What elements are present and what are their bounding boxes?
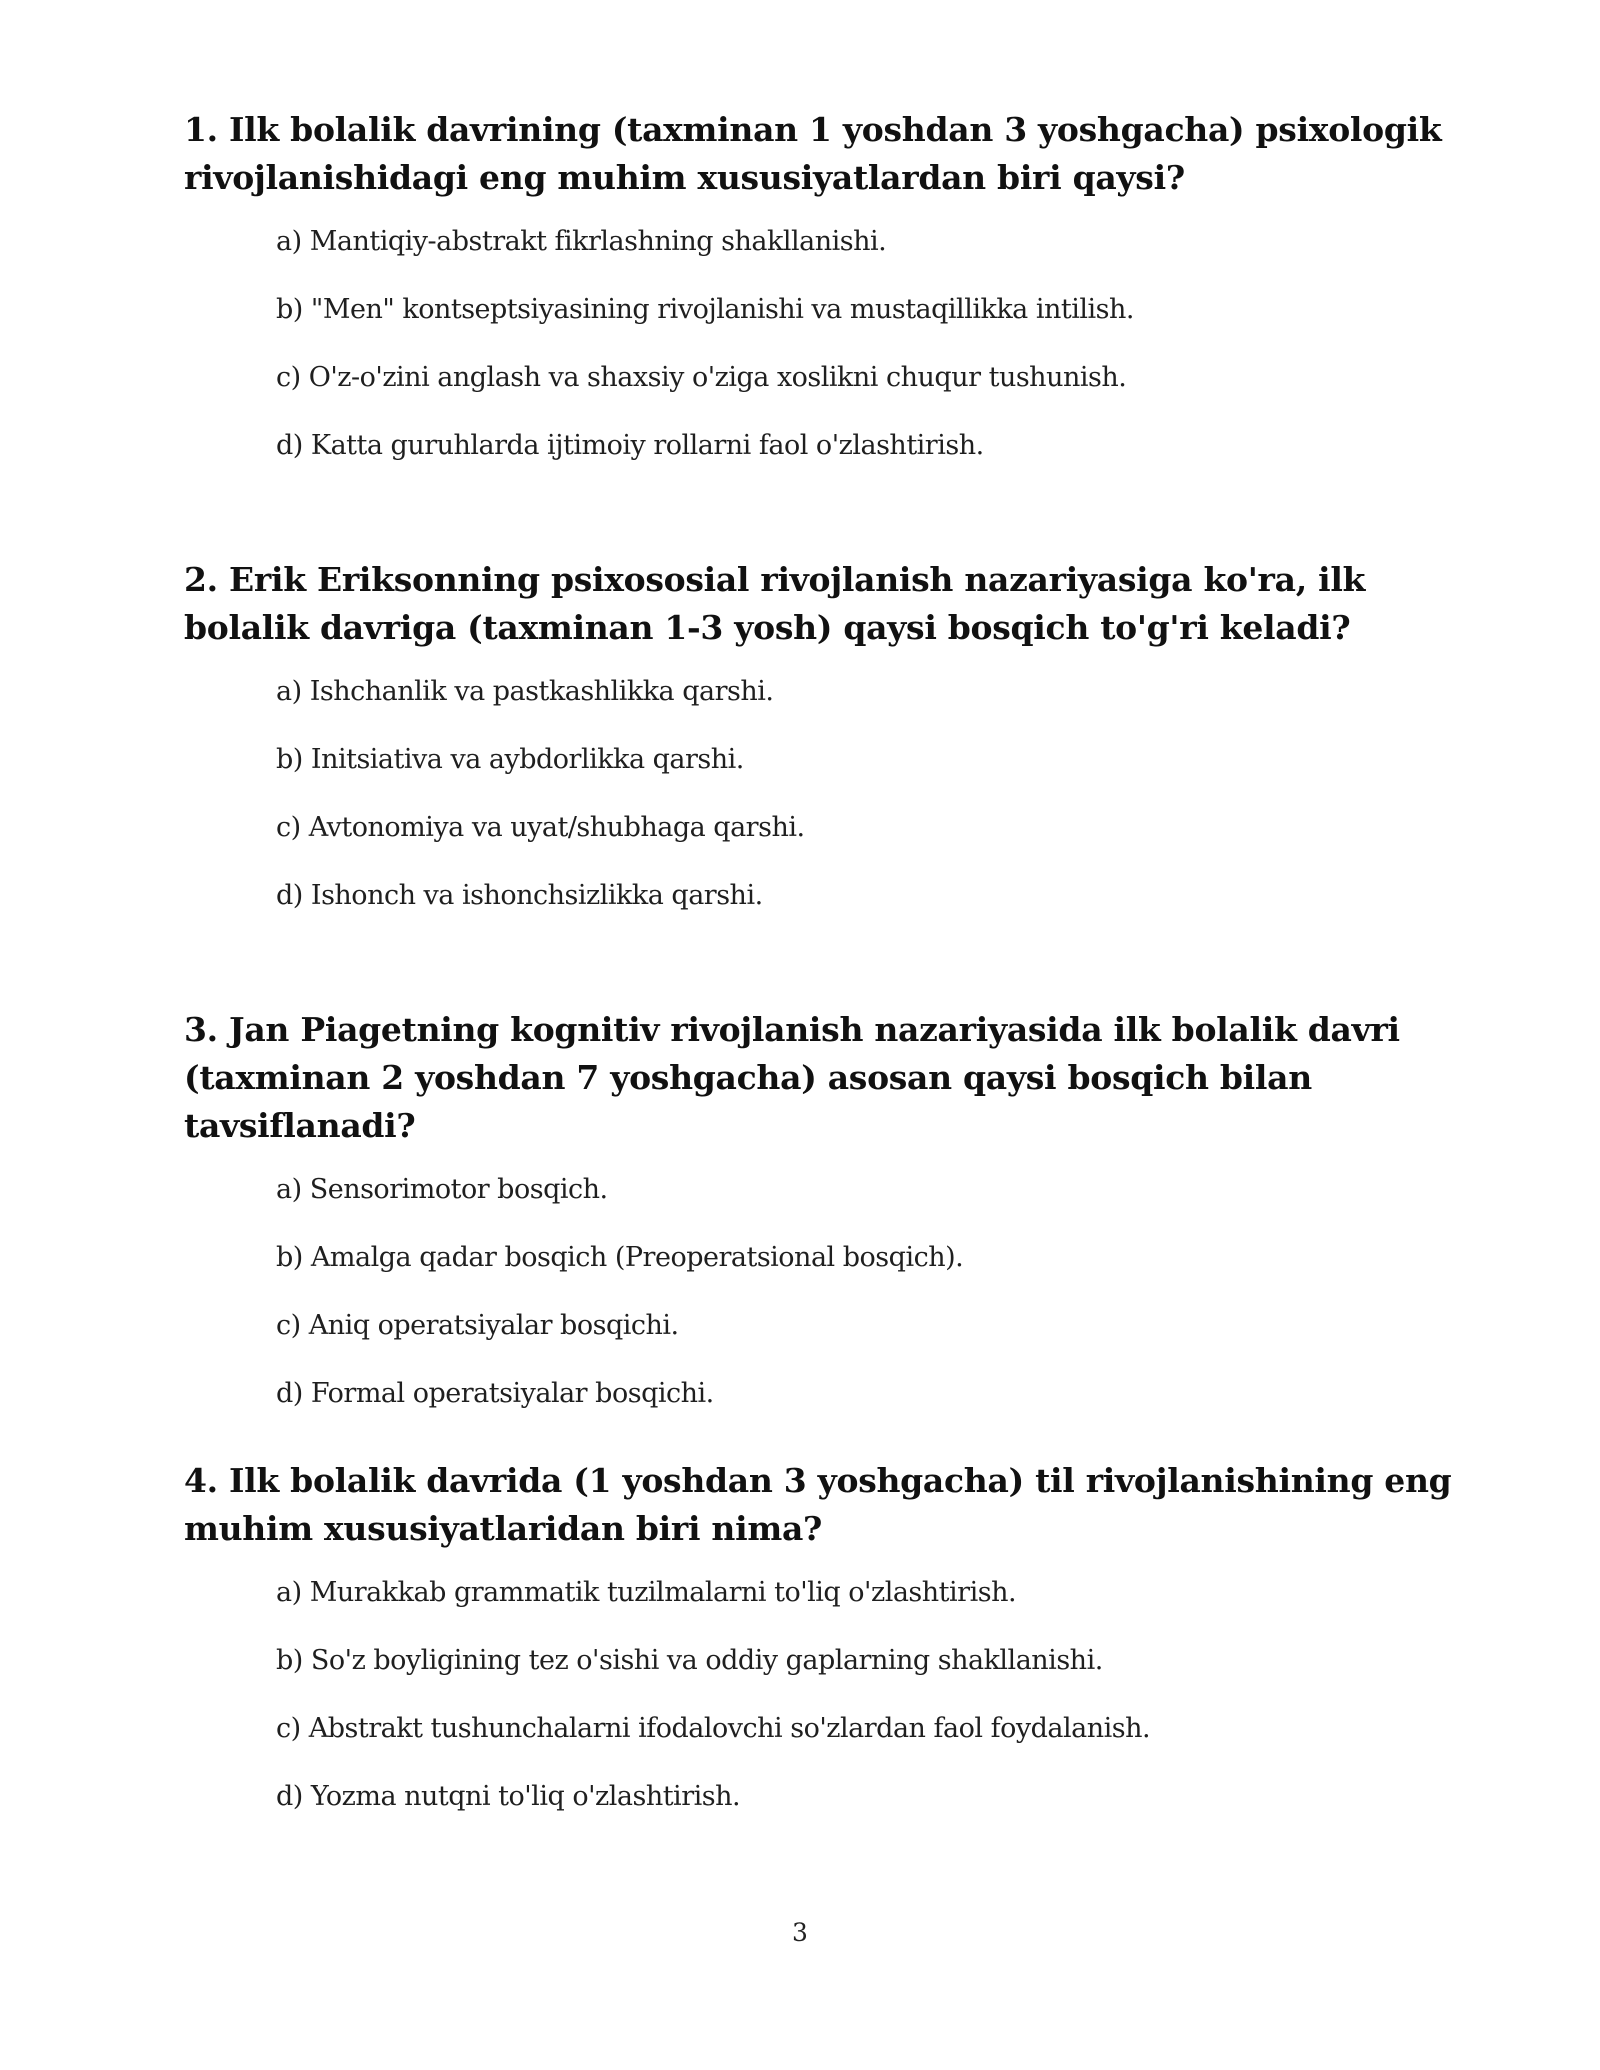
answer-option-a: a) Murakkab grammatik tuzilmalarni to'liq o'zlashtirish. [276, 1577, 1017, 1608]
question-1 [184, 106, 1474, 496]
answer-option-d: d) Ishonch va ishonchsizlikka qarshi. [276, 880, 763, 911]
answer-option-a: a) Mantiqiy-abstrakt fikrlashning shakllanishi. [276, 226, 887, 257]
answer-options [184, 1172, 1474, 1444]
answer-option-d: d) Yozma nutqni to'liq o'zlashtirish. [276, 1781, 741, 1812]
question-title: 3. Jan Piagetning kognitiv rivojlanish nazariyasida ilk bolalik davri (taxminan 2 yoshdan 7 yoshgacha) asosan qaysi bosqich bilan tavsiflanadi? [184, 1010, 1400, 1145]
answer-option-c: c) Avtonomiya va uyat/shubhaga qarshi. [276, 812, 805, 843]
answer-option-c: c) O'z-o'zini anglash va shaxsiy o'ziga xoslikni chuqur tushunish. [276, 362, 1127, 393]
answer-option-c: c) Abstrakt tushunchalarni ifodalovchi so'zlardan faol foydalanish. [276, 1713, 1151, 1744]
answer-option-b: b) So'z boyligining tez o'sishi va oddiy gaplarning shakllanishi. [276, 1645, 1103, 1676]
answer-option-b: b) Amalga qadar bosqich (Preoperatsional bosqich). [276, 1242, 964, 1273]
question-title: 4. Ilk bolalik davrida (1 yoshdan 3 yoshgacha) til rivojlanishining eng muhim xususiyatlaridan biri nima? [184, 1461, 1452, 1548]
answer-option-d: d) Katta guruhlarda ijtimoiy rollarni faol o'zlashtirish. [276, 430, 984, 461]
page-number: 3 [792, 1918, 808, 1947]
question-title: 2. Erik Eriksonning psixososial rivojlanish nazariyasiga ko'ra, ilk bolalik davriga (taxminan 1-3 yosh) qaysi bosqich to'g'ri keladi? [184, 560, 1366, 647]
answer-option-c: c) Aniq operatsiyalar bosqichi. [276, 1310, 679, 1341]
question-title: 1. Ilk bolalik davrining (taxminan 1 yoshdan 3 yoshgacha) psixologik rivojlanishidagi eng muhim xususiyatlardan biri qaysi? [184, 110, 1442, 197]
question-3 [184, 1006, 1474, 1444]
answer-options [184, 674, 1474, 946]
answer-option-d: d) Formal operatsiyalar bosqichi. [276, 1378, 714, 1409]
answer-option-a: a) Sensorimotor bosqich. [276, 1174, 608, 1205]
answer-option-b: b) Initsiativa va aybdorlikka qarshi. [276, 744, 744, 775]
answer-options [184, 1575, 1474, 1847]
answer-option-b: b) "Men" kontseptsiyasining rivojlanishi va mustaqillikka intilish. [276, 294, 1134, 325]
answer-options [184, 224, 1474, 496]
question-4 [184, 1457, 1474, 1847]
answer-option-a: a) Ishchanlik va pastkashlikka qarshi. [276, 676, 774, 707]
question-2 [184, 556, 1474, 946]
